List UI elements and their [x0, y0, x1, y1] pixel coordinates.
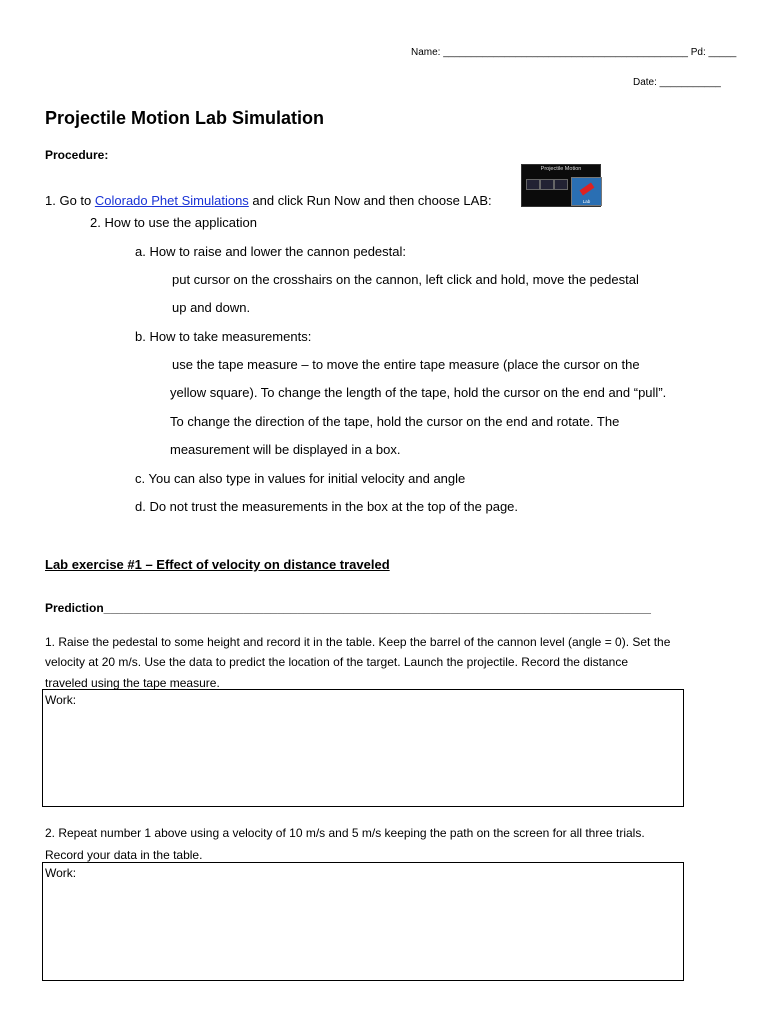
mini-icon-1 [526, 179, 540, 190]
mini-icon-3 [554, 179, 568, 190]
step-b-text-4: measurement will be displayed in a box. [170, 442, 401, 457]
date-line: Date: ___________ [633, 77, 721, 88]
mini-icon-2 [540, 179, 554, 190]
work-box-2[interactable] [42, 862, 684, 981]
step-b-text-2: yellow square). To change the length of the tape, hold the cursor on the end and “pull”. [170, 385, 667, 400]
work-box-1-label: Work: [45, 693, 77, 707]
lab-thumbnail[interactable] [521, 164, 601, 207]
step-2: 2. How to use the application [90, 215, 257, 230]
work-box-2-label: Work: [45, 866, 77, 880]
page-title: Projectile Motion Lab Simulation [45, 108, 325, 128]
step-a: a. How to raise and lower the cannon pedestal: [135, 244, 407, 259]
step-b-text-1: use the tape measure – to move the entire tape measure (place the cursor on the [172, 357, 640, 372]
question-2-line-1: 2. Repeat number 1 above using a velocity of 10 m/s and 5 m/s keeping the path on the screen for all three trials. [45, 826, 645, 840]
work-box-1[interactable] [42, 689, 684, 807]
cannon-icon [580, 183, 595, 196]
lab-tile-label: Lab [582, 199, 591, 204]
question-1-line-1: 1. Raise the pedestal to some height and record it in the table. Keep the barrel of the cannon level (angle = 0). Set the [45, 635, 671, 649]
question-2-line-2: Record your data in the table. [45, 848, 203, 862]
prediction-line: Prediction__________________________________________________________________________________ [45, 601, 651, 615]
step-b-text-3: To change the direction of the tape, hold the cursor on the end and rotate. The [170, 414, 620, 429]
step-1 [45, 193, 492, 208]
name-pd-line: Name: ____________________________________________ Pd: _____ [411, 47, 737, 58]
step-d: d. Do not trust the measurements in the box at the top of the page. [135, 499, 519, 514]
step-1-suffix: and click Run Now and then choose LAB: [248, 193, 492, 208]
lab-tile [571, 177, 602, 206]
question-1-line-2: velocity at 20 m/s. Use the data to predict the location of the target. Launch the projectile. Record the distance [45, 655, 629, 669]
thumbnail-title: Projectile Motion [540, 166, 582, 172]
colorado-phet-link[interactable]: Colorado Phet Simulations [94, 193, 249, 208]
step-a-text-1: put cursor on the crosshairs on the cannon, left click and hold, move the pedestal [172, 272, 639, 287]
lab-exercise-1-heading: Lab exercise #1 – Effect of velocity on distance traveled [45, 557, 390, 572]
step-a-text-2: up and down. [172, 300, 251, 315]
step-1-prefix: 1. Go to [45, 193, 95, 208]
procedure-heading: Procedure: [45, 148, 109, 162]
step-c: c. You can also type in values for initial velocity and angle [135, 471, 466, 486]
question-1-line-3: traveled using the tape measure. [45, 676, 220, 690]
step-b: b. How to take measurements: [135, 329, 312, 344]
